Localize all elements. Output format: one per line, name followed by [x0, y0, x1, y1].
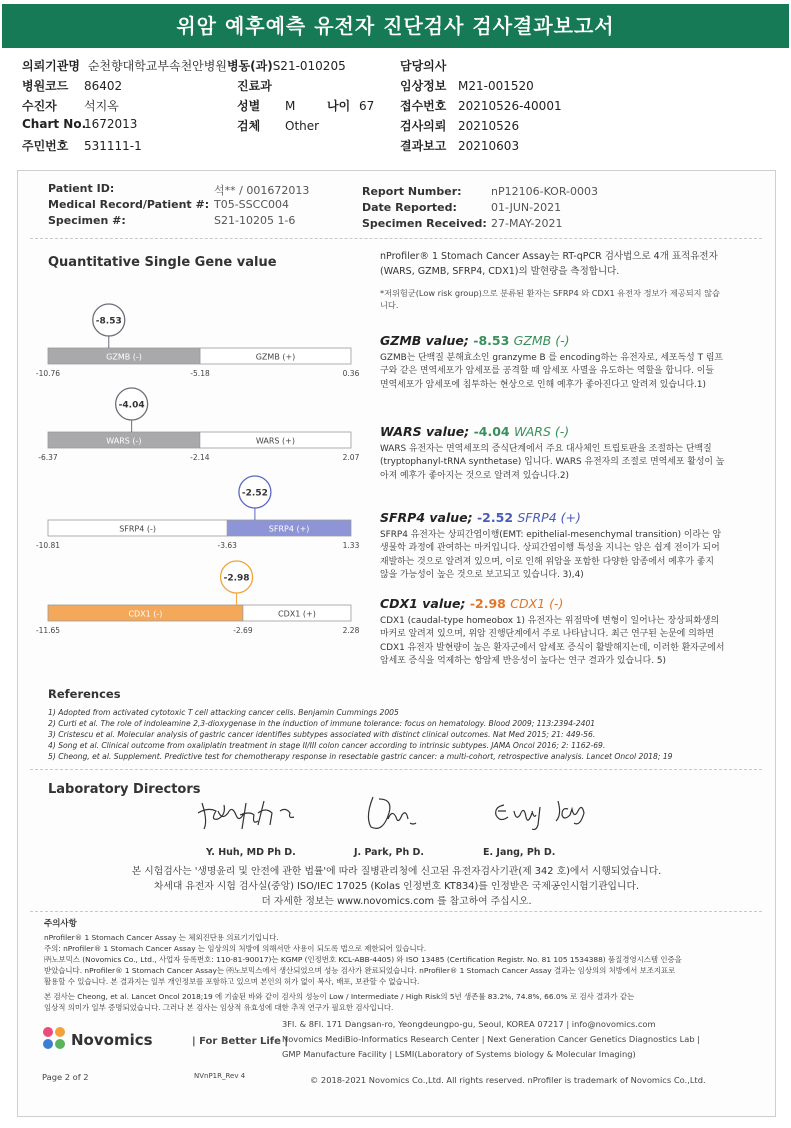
high-range-label: WARS (+) — [255, 436, 295, 446]
report-title-banner: 위암 예후예측 유전자 진단검사 검사결과보고서 — [2, 4, 789, 48]
gene-chart-wars — [38, 388, 359, 462]
patient-id-value: 석** / 001672013 — [214, 184, 310, 197]
gene-value-title — [380, 424, 569, 439]
mrn-value: T05-SSCC004 — [214, 198, 290, 211]
novomics-logo-icon — [42, 1026, 68, 1054]
note-line: 본 검사는 Cheong, et al. Lancet Oncol 2018;19 에 기술된 바와 같이 검사의 성능이 Low / Intermediate / High Risk의 5년 생존률 83.2%, 74.8%, 66.0% 로 검사 결과가 같는 — [44, 992, 635, 1001]
low-range-label: CDX1 (-) — [128, 609, 163, 619]
address-line: 3Fl. & 8Fl. 171 Dangsan-ro, Yeongdeungpo-gu, Seoul, KOREA 07217 | info@novomics.com — [282, 1019, 656, 1029]
specimen-label: 검체 — [237, 119, 261, 133]
axis-min-label: -6.37 — [38, 453, 58, 462]
page-number: Page 2 of 2 — [42, 1072, 89, 1082]
specimen-value: Other — [285, 119, 320, 133]
axis-cutoff-label: -2.14 — [190, 453, 210, 462]
note-line: 임상적 의미가 일부 증명되었습니다. 그러나 본 검사는 임상적 유효성에 대한 추적 연구가 필요한 검사입니다. — [44, 1003, 394, 1012]
references-title: References — [48, 687, 121, 701]
high-range-label: SFRP4 (+) — [268, 524, 310, 534]
reference-item: 5) Cheong, et al. Supplement. Predictive test for chemotherapy response in resectable gastric cancer: a multi-cohort, retrospective analysis. Lancet Oncol 2018; 19 — [48, 752, 673, 761]
high-range-label: CDX1 (+) — [278, 609, 316, 619]
signature-huh — [198, 801, 294, 829]
result-date-label: 결과보고 — [400, 139, 447, 153]
address-line: Novomics MediBio-Informatics Research Center | Next Generation Cancer Genetics Diagnostics Lab | — [282, 1034, 701, 1044]
note-line: nProfiler® 1 Stomach Cancer Assay 는 체외진단용 의료기기입니다. — [44, 933, 279, 942]
section-title: Quantitative Single Gene value — [48, 255, 277, 270]
receipt-label: 접수번호 — [400, 99, 447, 113]
slogan: | For Better Life | — [192, 1036, 289, 1047]
gene-status: SFRP4 (+) — [517, 510, 581, 525]
value-marker-label: -8.53 — [95, 316, 122, 327]
hospital-code-value: 86402 — [84, 79, 123, 93]
intro-note: *저위험군(Low risk group)으로 분류된 환자는 SFRP4 와 CDX1 유전자 정보가 제공되지 않습니다. — [380, 288, 720, 310]
notes-list — [44, 932, 682, 1013]
gene-value-title — [380, 510, 581, 525]
divider — [30, 769, 762, 770]
gene-chart-cdx1 — [36, 561, 360, 635]
gene-value: -2.98 — [469, 596, 511, 611]
mrn-label: Medical Record/Patient #: — [48, 198, 210, 211]
department-label: 병동(과) — [226, 59, 273, 73]
gene-description: CDX1 (caudal-type homeobox 1) 유전자는 위점막에 변형이 일어나는 장상피화생의 마커로 알려져 있으며, 위암 진행단계에서 주로 나타납니다. 최근 연구된 논문에 의하면 CDX1 유전자 발현량이 높은 환자군에서 암세포 증식이 활발해지는데, 이러한 환자군에서 암세포 증식을 억제하는 항암제 반응성이 높다는 연구 결과가 있습니다. 5) — [380, 616, 725, 667]
axis-cutoff-label: -5.18 — [190, 369, 210, 378]
value-marker-label: -2.98 — [223, 573, 250, 584]
low-range-label: SFRP4 (-) — [119, 524, 157, 534]
low-range-label: GZMB (-) — [106, 352, 142, 362]
patient-label: 수진자 — [22, 99, 57, 113]
note-line: 주의: nProfiler® 1 Stomach Cancer Assay 는 임상의의 처방에 의해서만 사용이 되도록 법으로 제한되어 있습니다. — [44, 944, 427, 953]
references-list — [48, 707, 672, 762]
copyright: © 2018-2021 Novomics Co.,Ltd. All rights reserved. nProfiler is trademark of Novomics Co.,Ltd. — [310, 1075, 706, 1085]
axis-min-label: -10.76 — [35, 369, 61, 378]
request-date-value: 20210526 — [458, 119, 520, 133]
patient-value: 석지옥 — [84, 99, 119, 113]
director-name: E. Jang, Ph D. — [483, 847, 556, 858]
gene-name: SFRP4 value; — [380, 510, 477, 525]
gene-chart-sfrp4 — [36, 476, 360, 550]
gene-status: CDX1 (-) — [510, 596, 564, 611]
hospital-code-label: 병원코드 — [22, 79, 69, 93]
reference-item: 4) Song et al. Clinical outcome from oxaliplatin treatment in stage II/III colon cancer according to intrinsic subtypes. JAMA Oncol 2016; 2: 1162-69. — [48, 741, 606, 750]
certification-line: 더 자세한 정보는 www.novomics.com 를 참고하여 주십시오. — [261, 896, 532, 907]
physician-label: 담당의사 — [400, 59, 447, 73]
report-number-value: nP12106-KOR-0003 — [491, 185, 598, 198]
director-signatures — [188, 789, 648, 839]
sex-value: M — [285, 99, 296, 113]
gene-value: -4.04 — [473, 424, 514, 439]
divider — [30, 911, 762, 912]
value-marker-label: -2.52 — [241, 488, 268, 499]
gene-chart-gzmb — [36, 304, 360, 378]
gene-value: -2.52 — [476, 510, 518, 525]
axis-max-label: 2.07 — [342, 453, 360, 462]
director-name: J. Park, Ph D. — [354, 847, 425, 858]
sex-label: 성별 — [237, 99, 261, 113]
institution-value: 순천향대학교부속천안병원 — [87, 59, 227, 73]
gene-value: -8.53 — [473, 333, 514, 348]
directors-title: Laboratory Directors — [48, 782, 201, 797]
axis-cutoff-label: -3.63 — [217, 541, 237, 550]
gene-description: WARS 유전자는 면역세포의 증식단계에서 주요 대사체인 트립토판을 조절하는 단백질(tryptophanyl-tRNA synthetase) 입니다. WARS 유전자의 조절로 면역세포 활성이 높아져 예후가 좋아지는 것으로 알려져 있습니다.2) — [380, 444, 725, 481]
high-range-label: GZMB (+) — [255, 352, 296, 362]
gene-description: GZMB는 단백질 분해효소인 granzyme B 를 encoding하는 유전자로, 세포독성 T 림프구와 같은 면역세포가 암세포를 공격할 때 암세포 사멸을 유도하는 역할을 합니다. 이들 면역세포가 암세포에 침투하는 현상으로 인해 예후가 좋아진다고 알려져 있습니다.1) — [380, 353, 723, 390]
request-date-label: 검사의뢰 — [400, 119, 447, 133]
clinical-info-label: 임상정보 — [400, 79, 447, 93]
resident-no-value: 531111-1 — [84, 139, 142, 153]
axis-max-label: 0.36 — [342, 369, 360, 378]
clinical-info-value: M21-001520 — [458, 79, 534, 93]
axis-cutoff-label: -2.69 — [233, 626, 253, 635]
signature-park — [368, 797, 416, 828]
clinic-label: 진료과 — [237, 79, 272, 93]
axis-min-label: -10.81 — [35, 541, 61, 550]
director-name: Y. Huh, MD Ph D. — [206, 847, 296, 858]
gene-name: CDX1 value; — [380, 596, 470, 611]
chart-no-label: Chart No. — [22, 117, 87, 131]
axis-max-label: 1.33 — [342, 541, 360, 550]
gene-name: WARS value; — [380, 424, 474, 439]
note-line: 활용할 수 있습니다. 본 결과지는 일부 개인정보를 포함하고 있으며 본인의 허가 없이 복사, 배포, 보관할 수 없습니다. — [44, 977, 420, 986]
patient-id-label: Patient ID: — [48, 182, 115, 195]
address-line: GMP Manufacture Facility | LSMI(Laboratory of Systems biology & Molecular Imaging) — [282, 1049, 636, 1059]
header-row-1 — [22, 57, 346, 74]
age-label: 나이 — [327, 99, 351, 113]
gene-name: GZMB value; — [380, 333, 474, 348]
brand-name: Novomics — [71, 1031, 153, 1049]
specimen-no-value: S21-10205 1-6 — [214, 214, 296, 227]
reference-item: 2) Curti et al. The role of indoleamine 2,3-dioxygenase in the induction of immune tolerance: focus on hematology. Blood 2009; 113:2394-2401 — [48, 719, 596, 728]
gene-status: GZMB (-) — [513, 333, 570, 348]
result-date-value: 20210603 — [458, 139, 520, 153]
date-reported-label: Date Reported: — [362, 201, 457, 214]
axis-max-label: 2.28 — [342, 626, 360, 635]
certification-line: 차세대 유전자 시험 검사실(중앙) ISO/IEC 17025 (Kolas 인정번호 KT834)를 인정받은 국제공인시험기관입니다. — [153, 881, 640, 892]
intro-text: nProfiler® 1 Stomach Cancer Assay는 RT-qPCR 검사법으로 4개 표적유전자(WARS, GZMB, SFRP4, CDX1)의 발현량을 측정합니다. — [380, 251, 718, 277]
gene-value-charts — [18, 171, 378, 661]
institution-label: 의뢰기관명 — [22, 59, 80, 73]
revision: NVnP1R_Rev 4 — [194, 1072, 246, 1080]
receipt-value: 20210526-40001 — [458, 99, 562, 113]
specimen-received-label: Specimen Received: — [362, 217, 487, 230]
low-range-label: WARS (-) — [106, 436, 142, 446]
certification-text — [18, 864, 775, 909]
age-value: 67 — [359, 99, 375, 113]
certification-line: 본 시험검사는 '생명윤리 및 안전에 관한 법률'에 따라 질병관리청에 신고된 유전자검사기관(제 342 호)에서 시행되었습니다. — [131, 866, 662, 877]
axis-min-label: -11.65 — [35, 626, 61, 635]
report-page — [17, 170, 776, 1117]
gene-value-title — [380, 333, 570, 348]
date-reported-value: 01-JUN-2021 — [491, 201, 562, 214]
specimen-no-label: Specimen #: — [48, 214, 126, 227]
gene-status: WARS (-) — [513, 424, 570, 439]
specimen-received-value: 27-MAY-2021 — [491, 217, 563, 230]
notes-title: 주의사항 — [44, 919, 77, 929]
gene-value-title — [380, 596, 563, 611]
report-number-label: Report Number: — [362, 185, 462, 198]
reference-item: 3) Cristescu et al. Molecular analysis of gastric cancer identifies subtypes associated with distinct clinical outcomes. Nat Med 2015; 21: 449-56. — [48, 730, 596, 739]
chart-no-value: 1672013 — [84, 117, 138, 131]
signature-jang — [496, 801, 584, 830]
reference-item: 1) Adopted from activated cytotoxic T cell attacking cancer cells. Benjamin Cummings 2005 — [48, 708, 399, 717]
value-marker-label: -4.04 — [118, 400, 145, 411]
note-line: ㈜노보믹스 (Novomics Co., Ltd., 사업자 등록번호: 110-81-90017)는 KGMP (인정번호 KCL-ABB-4405) 와 ISO 13485 (Certification Registr. No. 81 105 1534388) 품질경영시스템 인증을 — [44, 955, 682, 964]
gene-description: SFRP4 유전자는 상피간엽이행(EMT: epithelial-mesenchymal transition) 이라는 암생물학 과정에 관여하는 마커입니다. 상피간엽이행 특성을 지니는 암은 쉽게 전이가 되어 재발하는 것으로 알려져 있으며, 이로 인해 위암을 포함한 다양한 암종에서 예후가 좋지 않을 가능성이 높은 것으로 보고되고 있습니다. 3),4) — [380, 530, 722, 581]
department-value: S21-010205 — [272, 59, 346, 73]
resident-no-label: 주민번호 — [22, 139, 69, 153]
note-line: 받았습니다. nProfiler® 1 Stomach Cancer Assay는 ㈜노보믹스에서 생산되었으며 성능 검사가 완료되었습니다. nProfiler® 1 Stomach Cancer Assay 결과는 임상의의 처방에서 보조지표로 — [44, 966, 676, 975]
